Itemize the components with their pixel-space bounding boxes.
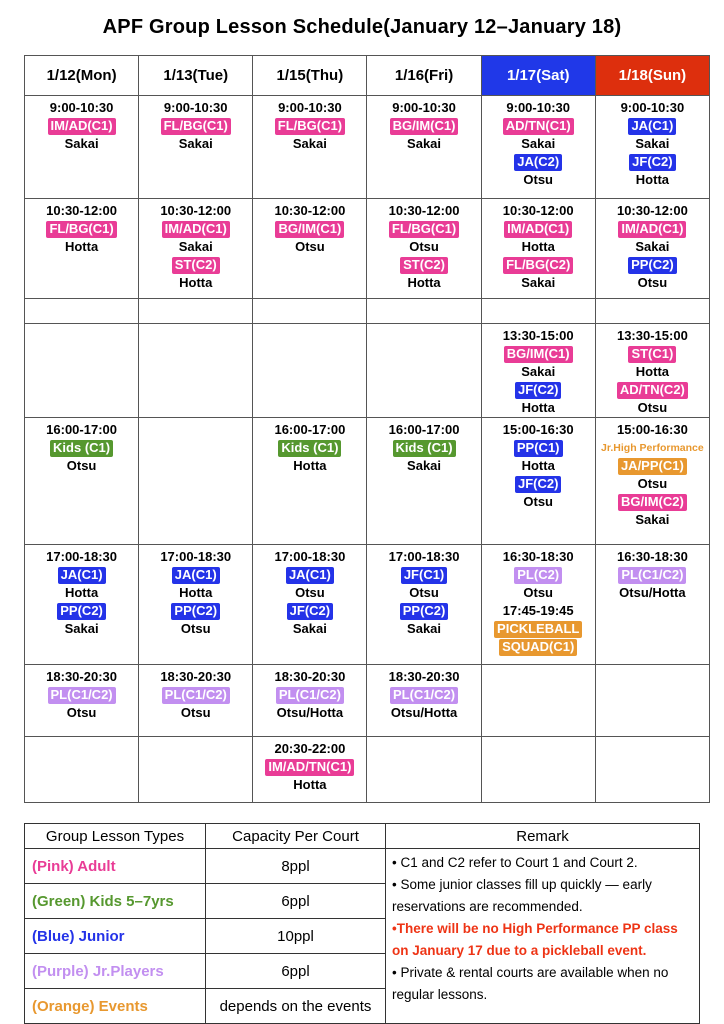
class-badge: ST(C2) <box>172 257 220 274</box>
time-label: 13:30-15:00 <box>502 328 574 343</box>
class-line <box>253 220 366 238</box>
class-badge: AD/TN(C1) <box>503 118 574 135</box>
instructor-name: Otsu <box>180 705 211 720</box>
class-badge: PICKLEBALL <box>494 621 582 638</box>
time-label: 17:00-18:30 <box>160 549 232 564</box>
class-note: Jr.High Performance <box>601 442 704 454</box>
time-label: 9:00-10:30 <box>278 100 342 115</box>
instructor-name: Otsu/Hotta <box>619 585 686 600</box>
instructor-name: Sakai <box>407 458 442 473</box>
schedule-cell <box>481 418 595 545</box>
instructor-name: Otsu <box>523 494 554 509</box>
schedule-cell <box>367 418 481 545</box>
legend-header-remark: Remark <box>386 824 700 849</box>
schedule-row <box>25 299 710 324</box>
schedule-cell <box>595 324 709 418</box>
schedule-cell <box>25 737 139 803</box>
instructor-name: Sakai <box>521 136 556 151</box>
lesson-type-label: (Green) Kids 5–7yrs <box>25 884 206 919</box>
schedule-cell <box>25 199 139 299</box>
schedule-row <box>25 324 710 418</box>
schedule-row <box>25 665 710 737</box>
instructor-name: Hotta <box>293 777 327 792</box>
schedule-cell <box>139 96 253 199</box>
class-badge: PP(C2) <box>400 603 449 620</box>
schedule-cell <box>595 96 709 199</box>
class-badge: PL(C1/C2) <box>390 687 458 704</box>
class-badge: JA(C2) <box>514 154 562 171</box>
instructor-name: Otsu <box>637 476 668 491</box>
schedule-cell <box>139 199 253 299</box>
class-line <box>139 602 252 620</box>
class-line <box>253 758 366 776</box>
schedule-cell <box>25 96 139 199</box>
class-line <box>253 566 366 584</box>
class-line <box>139 686 252 704</box>
time-label: 9:00-10:30 <box>392 100 456 115</box>
class-badge: JF(C1) <box>401 567 447 584</box>
class-badge: JA/PP(C1) <box>618 458 687 475</box>
schedule-cell <box>139 324 253 418</box>
time-label: 16:00-17:00 <box>274 422 346 437</box>
class-line <box>482 256 595 274</box>
day-header-5: 1/17(Sat) <box>481 56 595 96</box>
schedule-row <box>25 199 710 299</box>
capacity-value: 6ppl <box>206 954 386 989</box>
time-label: 18:30-20:30 <box>388 669 460 684</box>
remark-line: • C1 and C2 refer to Court 1 and Court 2. <box>392 855 638 870</box>
class-line <box>596 256 709 274</box>
instructor-name: Otsu <box>66 705 97 720</box>
schedule-cell <box>253 665 367 737</box>
class-line <box>367 602 480 620</box>
capacity-value: 8ppl <box>206 849 386 884</box>
class-line <box>139 566 252 584</box>
schedule-row <box>25 545 710 665</box>
time-label: 10:30-12:00 <box>502 203 574 218</box>
class-line <box>367 686 480 704</box>
schedule-cell <box>595 199 709 299</box>
class-line <box>25 117 138 135</box>
time-label: 18:30-20:30 <box>46 669 117 684</box>
class-badge: JA(C1) <box>628 118 676 135</box>
schedule-header-row <box>25 56 710 96</box>
remark-line: • Some junior classes fill up quickly — early reservations are recommended. <box>392 877 652 914</box>
class-line <box>482 566 595 584</box>
instructor-name: Hotta <box>293 458 327 473</box>
instructor-name: Hotta <box>407 275 441 290</box>
capacity-value: depends on the events <box>206 989 386 1024</box>
legend-header-capacity: Capacity Per Court <box>206 824 386 849</box>
remark-line: •There will be no High Performance PP class on January 17 due to a pickleball event. <box>392 921 678 958</box>
class-badge: IM/AD/TN(C1) <box>265 759 354 776</box>
time-label: 9:00-10:30 <box>620 100 685 115</box>
legend-header-row <box>25 824 700 849</box>
class-badge: IM/AD(C1) <box>162 221 230 238</box>
class-badge: FL/BG(C1) <box>389 221 459 238</box>
schedule-cell <box>139 418 253 545</box>
lesson-type-label: (Pink) Adult <box>25 849 206 884</box>
class-line <box>25 439 138 457</box>
time-label: 18:30-20:30 <box>160 669 232 684</box>
class-badge: PP(C2) <box>171 603 220 620</box>
class-badge: PL(C2) <box>514 567 562 584</box>
legend-header-types: Group Lesson Types <box>25 824 206 849</box>
class-line <box>482 220 595 238</box>
class-badge: PL(C1/C2) <box>48 687 116 704</box>
class-badge: Kids (C1) <box>278 440 341 457</box>
instructor-name: Sakai <box>178 239 213 254</box>
class-badge: IM/AD(C1) <box>618 221 686 238</box>
remark-cell <box>386 849 700 1024</box>
class-line <box>25 686 138 704</box>
instructor-name: Hotta <box>521 400 555 415</box>
lesson-type-label: (Orange) Events <box>25 989 206 1024</box>
schedule-cell <box>595 737 709 803</box>
legend-body <box>25 849 700 1024</box>
legend-row <box>25 849 700 884</box>
class-badge: PL(C1/C2) <box>162 687 230 704</box>
class-badge: PP(C1) <box>514 440 563 457</box>
class-line <box>482 345 595 363</box>
class-line <box>253 602 366 620</box>
schedule-row <box>25 418 710 545</box>
class-badge: IM/AD(C1) <box>504 221 572 238</box>
schedule-table <box>24 55 710 803</box>
schedule-cell <box>595 545 709 665</box>
day-header-1: 1/12(Mon) <box>25 56 139 96</box>
time-label: 17:00-18:30 <box>274 549 346 564</box>
time-label: 15:00-16:30 <box>616 422 688 437</box>
instructor-name: Otsu <box>637 275 668 290</box>
schedule-cell <box>481 545 595 665</box>
class-line <box>367 117 480 135</box>
remark-line: • Private & rental courts are available when no regular lessons. <box>392 965 669 1002</box>
time-label: 16:00-17:00 <box>388 422 460 437</box>
page-title: APF Group Lesson Schedule(January 12–January 18) <box>102 16 622 38</box>
schedule-cell <box>253 545 367 665</box>
schedule-cell <box>367 199 481 299</box>
schedule-cell <box>367 665 481 737</box>
schedule-cell <box>595 418 709 545</box>
class-badge: ST(C2) <box>400 257 448 274</box>
schedule-cell <box>253 324 367 418</box>
class-badge: JA(C1) <box>172 567 220 584</box>
schedule-cell <box>139 737 253 803</box>
class-line <box>367 256 480 274</box>
instructor-name: Sakai <box>635 136 670 151</box>
schedule-cell <box>139 545 253 665</box>
instructor-name: Sakai <box>292 621 327 636</box>
schedule-cell <box>25 545 139 665</box>
class-badge: BG/IM(C2) <box>618 494 687 511</box>
class-line <box>25 566 138 584</box>
instructor-name: Sakai <box>635 512 670 527</box>
day-header-2: 1/13(Tue) <box>139 56 253 96</box>
class-line <box>596 566 709 584</box>
instructor-name: Hotta <box>64 585 99 600</box>
schedule-cell <box>253 199 367 299</box>
schedule-cell <box>25 324 139 418</box>
class-line <box>482 620 595 638</box>
schedule-cell <box>139 665 253 737</box>
instructor-name: Otsu <box>66 458 97 473</box>
schedule-cell <box>25 418 139 545</box>
lesson-type-label: (Purple) Jr.Players <box>25 954 206 989</box>
class-line <box>482 381 595 399</box>
class-badge: FL/BG(C1) <box>275 118 345 135</box>
time-label: 10:30-12:00 <box>388 203 460 218</box>
class-badge: JF(C2) <box>629 154 675 171</box>
instructor-name: Otsu <box>295 239 325 254</box>
schedule-cell <box>481 324 595 418</box>
class-badge: PL(C1/C2) <box>276 687 344 704</box>
schedule-cell <box>481 299 595 324</box>
class-badge: JF(C2) <box>515 476 561 493</box>
class-line <box>253 117 366 135</box>
capacity-value: 6ppl <box>206 884 386 919</box>
lesson-type-label: (Blue) Junior <box>25 919 206 954</box>
class-line <box>482 475 595 493</box>
class-badge: PP(C2) <box>628 257 677 274</box>
schedule-cell <box>595 299 709 324</box>
instructor-name: Sakai <box>178 136 213 151</box>
schedule-cell <box>367 545 481 665</box>
instructor-name: Hotta <box>521 458 555 473</box>
time-label: 10:30-12:00 <box>160 203 232 218</box>
time-label: 17:45-19:45 <box>502 603 574 618</box>
class-badge: BG/IM(C1) <box>275 221 344 238</box>
instructor-name: Sakai <box>64 136 99 151</box>
class-line <box>596 117 709 135</box>
class-badge: PP(C2) <box>57 603 106 620</box>
legend-table <box>24 823 700 1024</box>
schedule-body <box>25 96 710 803</box>
instructor-name: Otsu <box>180 621 211 636</box>
class-line <box>25 602 138 620</box>
class-badge: BG/IM(C1) <box>390 118 459 135</box>
class-line <box>482 638 595 656</box>
instructor-name: Sakai <box>521 364 556 379</box>
class-line <box>596 381 709 399</box>
schedule-cell <box>253 418 367 545</box>
class-badge: SQUAD(C1) <box>499 639 577 656</box>
schedule-row <box>25 96 710 199</box>
time-label: 16:30-18:30 <box>502 549 574 564</box>
class-line <box>482 153 595 171</box>
time-label: 17:00-18:30 <box>46 549 117 564</box>
time-label: 20:30-22:00 <box>274 741 346 756</box>
class-line <box>139 256 252 274</box>
class-badge: Kids (C1) <box>393 440 456 457</box>
schedule-cell <box>481 665 595 737</box>
instructor-name: Sakai <box>407 136 442 151</box>
class-badge: AD/TN(C2) <box>617 382 688 399</box>
time-label: 16:30-18:30 <box>616 549 688 564</box>
instructor-name: Otsu <box>409 585 439 600</box>
schedule-row <box>25 737 710 803</box>
instructor-name: Hotta <box>64 239 99 254</box>
schedule-cell <box>25 299 139 324</box>
class-line <box>596 220 709 238</box>
class-badge: IM/AD(C1) <box>48 118 116 135</box>
class-badge: JA(C1) <box>58 567 106 584</box>
class-line <box>139 220 252 238</box>
time-label: 17:00-18:30 <box>388 549 460 564</box>
class-line <box>596 493 709 511</box>
schedule-cell <box>367 324 481 418</box>
instructor-name: Sakai <box>64 621 99 636</box>
instructor-name: Sakai <box>292 136 327 151</box>
schedule-cell <box>595 665 709 737</box>
class-line <box>596 457 709 475</box>
instructor-name: Otsu <box>637 400 668 415</box>
class-line <box>253 439 366 457</box>
instructor-name: Otsu/Hotta <box>276 705 344 720</box>
class-badge: Kids (C1) <box>50 440 113 457</box>
class-line <box>25 220 138 238</box>
class-badge: FL/BG(C1) <box>46 221 116 238</box>
class-badge: BG/IM(C1) <box>504 346 573 363</box>
class-line <box>253 686 366 704</box>
time-label: 9:00-10:30 <box>506 100 570 115</box>
day-header-3: 1/15(Thu) <box>253 56 367 96</box>
class-line <box>596 345 709 363</box>
class-badge: FL/BG(C1) <box>161 118 231 135</box>
class-badge: JF(C2) <box>287 603 333 620</box>
schedule-cell <box>25 665 139 737</box>
time-label: 10:30-12:00 <box>46 203 117 218</box>
class-line <box>367 220 480 238</box>
instructor-name: Otsu <box>523 172 554 187</box>
instructor-name: Sakai <box>521 275 556 290</box>
class-badge: PL(C1/C2) <box>618 567 686 584</box>
class-line <box>482 439 595 457</box>
class-line <box>367 439 480 457</box>
schedule-cell <box>481 737 595 803</box>
schedule-cell <box>367 96 481 199</box>
class-badge: JF(C2) <box>515 382 561 399</box>
schedule-cell <box>367 737 481 803</box>
time-label: 10:30-12:00 <box>616 203 688 218</box>
instructor-name: Hotta <box>179 275 213 290</box>
instructor-name: Hotta <box>635 172 669 187</box>
schedule-cell <box>367 299 481 324</box>
class-line <box>596 153 709 171</box>
instructor-name: Hotta <box>635 364 669 379</box>
time-label: 9:00-10:30 <box>49 100 114 115</box>
time-label: 13:30-15:00 <box>616 328 688 343</box>
instructor-name: Hotta <box>179 585 213 600</box>
instructor-name: Otsu <box>523 585 554 600</box>
time-label: 9:00-10:30 <box>163 100 228 115</box>
time-label: 10:30-12:00 <box>274 203 346 218</box>
instructor-name: Sakai <box>407 621 442 636</box>
time-label: 18:30-20:30 <box>274 669 346 684</box>
schedule-cell <box>481 199 595 299</box>
class-badge: JA(C1) <box>286 567 334 584</box>
time-label: 15:00-16:30 <box>502 422 574 437</box>
capacity-value: 10ppl <box>206 919 386 954</box>
day-header-4: 1/16(Fri) <box>367 56 481 96</box>
schedule-cell <box>139 299 253 324</box>
class-line <box>367 566 480 584</box>
day-header-6: 1/18(Sun) <box>595 56 709 96</box>
class-badge: ST(C1) <box>628 346 676 363</box>
class-line <box>482 117 595 135</box>
schedule-cell <box>481 96 595 199</box>
class-line <box>139 117 252 135</box>
instructor-name: Otsu <box>295 585 325 600</box>
instructor-name: Hotta <box>521 239 555 254</box>
instructor-name: Otsu <box>409 239 439 254</box>
instructor-name: Otsu/Hotta <box>390 705 458 720</box>
time-label: 16:00-17:00 <box>46 422 117 437</box>
schedule-cell <box>253 96 367 199</box>
class-badge: FL/BG(C2) <box>503 257 573 274</box>
schedule-cell <box>253 737 367 803</box>
instructor-name: Sakai <box>635 239 670 254</box>
schedule-cell <box>253 299 367 324</box>
